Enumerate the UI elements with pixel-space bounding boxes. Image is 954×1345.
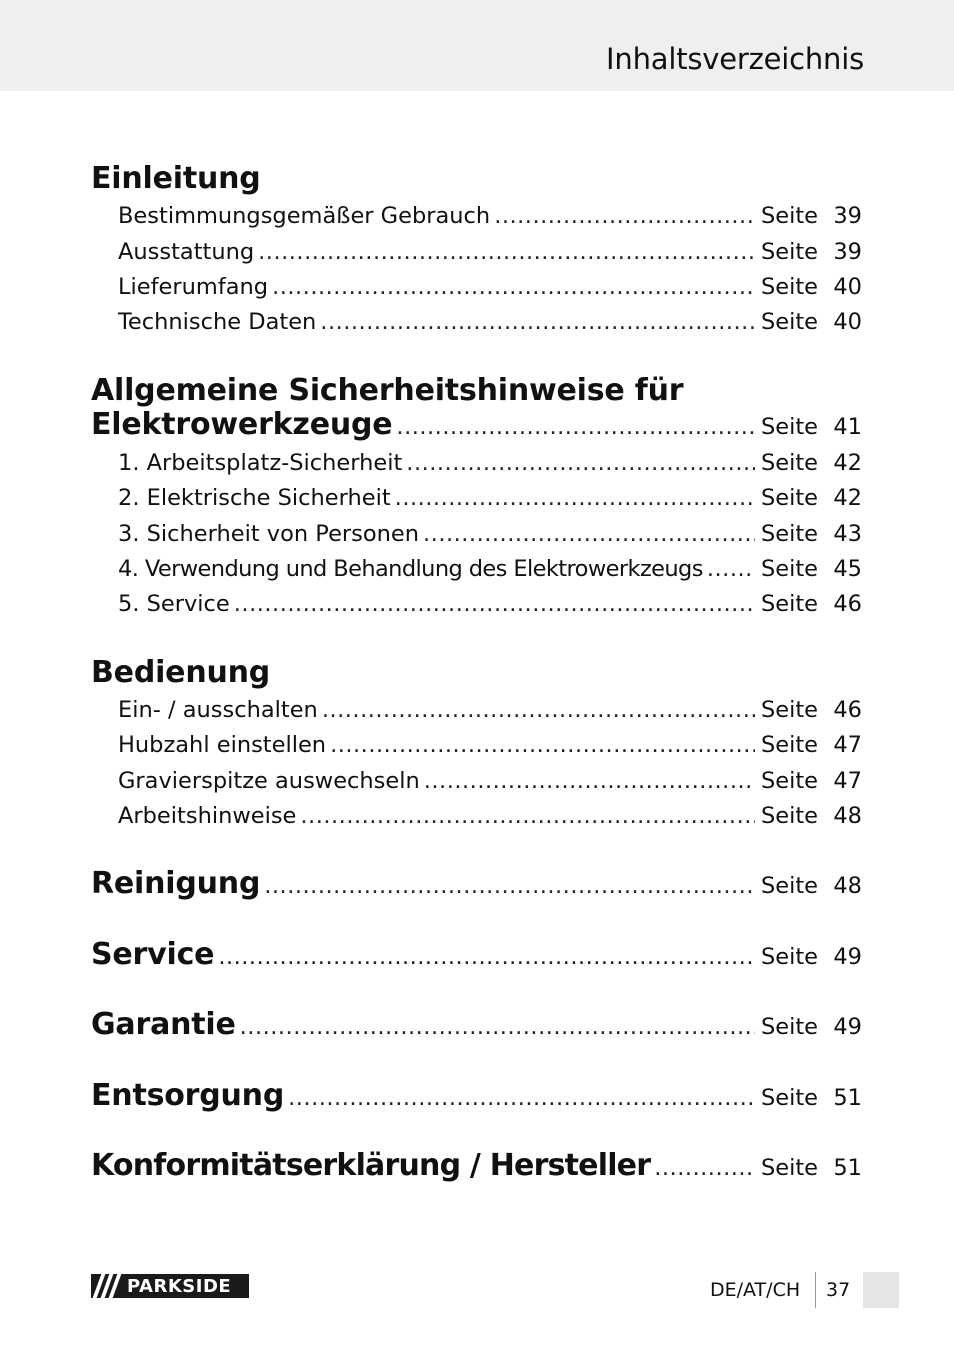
toc-entry[interactable] [118, 732, 862, 758]
toc-entry-seite: Seite [760, 732, 818, 758]
dot-leader [494, 203, 755, 229]
toc-entry-label: Ein- / ausschalten [118, 697, 318, 723]
toc-entry-page: 46 [833, 591, 862, 617]
dot-leader [322, 697, 755, 723]
section-heading-einleitung: Einleitung [91, 161, 261, 196]
toc-entry[interactable] [118, 556, 862, 582]
toc-entry[interactable] [118, 309, 862, 335]
dot-leader [320, 309, 755, 335]
toc-entry-page: 47 [833, 768, 862, 794]
section-heading-entsorgung: Entsorgung [91, 1078, 285, 1113]
toc-section-reinigung[interactable] [91, 866, 862, 901]
dot-leader [654, 1155, 755, 1181]
toc-entry-page: 49 [833, 1014, 862, 1040]
toc-entry-seite: Seite [760, 239, 818, 265]
toc-entry-seite: Seite [760, 591, 818, 617]
toc-entry-label: Gravierspitze auswechseln [118, 768, 420, 794]
toc-entry-page: 48 [833, 873, 862, 899]
parkside-logo [91, 1274, 249, 1298]
dot-leader [240, 1014, 755, 1040]
toc-entry-label: 3. Sicherheit von Personen [118, 521, 420, 547]
dot-leader [330, 732, 755, 758]
section-heading-sicherheit: Allgemeine Sicherheitshinweise für [91, 373, 684, 408]
toc-entry-seite: Seite [760, 803, 818, 829]
toc-entry-seite: Seite [760, 556, 818, 582]
toc-entry-page: 48 [833, 803, 862, 829]
toc-entry[interactable] [118, 239, 862, 265]
dot-leader [288, 1085, 755, 1111]
toc-entry-seite: Seite [760, 1014, 818, 1040]
toc-entry-label: 1. Arbeitsplatz-Sicherheit [118, 450, 403, 476]
toc-entry-page: 43 [833, 521, 862, 547]
footer-divider [815, 1272, 816, 1308]
toc-entry-page: 39 [833, 203, 862, 229]
section-heading-reinigung: Reinigung [91, 866, 261, 901]
toc-section-entry[interactable] [91, 407, 862, 442]
section-heading-garantie: Garantie [91, 1007, 236, 1042]
toc-entry-label: Bestimmungsgemäßer Gebrauch [118, 203, 491, 229]
dot-leader [395, 485, 755, 511]
toc-entry-page: 40 [833, 274, 862, 300]
toc-entry-page: 41 [833, 414, 862, 440]
toc-entry-seite: Seite [760, 1085, 818, 1111]
toc-section-konformitaet[interactable] [91, 1148, 862, 1183]
dot-leader [272, 274, 755, 300]
toc-entry-label: 2. Elektrische Sicherheit [118, 485, 391, 511]
section-heading-bedienung: Bedienung [91, 655, 271, 690]
toc-entry-page: 42 [833, 485, 862, 511]
dot-leader [264, 873, 755, 899]
toc-entry-seite: Seite [760, 309, 818, 335]
toc-entry-seite: Seite [760, 944, 818, 970]
logo-text: PARKSIDE [127, 1275, 232, 1297]
footer-region: DE/AT/CH [710, 1279, 801, 1301]
toc-entry-seite: Seite [760, 873, 818, 899]
toc-entry[interactable] [118, 485, 862, 511]
toc-entry-page: 45 [833, 556, 862, 582]
toc-entry-seite: Seite [760, 697, 818, 723]
dot-leader [234, 591, 755, 617]
toc-section-entsorgung[interactable] [91, 1078, 862, 1113]
toc-entry[interactable] [118, 450, 862, 476]
toc-entry-page: 47 [833, 732, 862, 758]
toc-entry-page: 49 [833, 944, 862, 970]
dot-leader [258, 239, 755, 265]
footer-page-number: 37 [826, 1279, 851, 1301]
dot-leader [406, 450, 755, 476]
toc-section-service[interactable] [91, 937, 862, 972]
section-heading-service: Service [91, 937, 215, 972]
toc-entry-label: Ausstattung [118, 239, 255, 265]
toc-entry-page: 40 [833, 309, 862, 335]
toc-entry-seite: Seite [760, 521, 818, 547]
dot-leader [707, 556, 755, 582]
toc-entry-label: 5. Service [118, 591, 230, 617]
toc-entry-page: 46 [833, 697, 862, 723]
toc-entry-seite: Seite [760, 485, 818, 511]
toc-entry[interactable] [118, 591, 862, 617]
toc-entry-label: Hubzahl einstellen [118, 732, 327, 758]
toc-entry-page: 51 [833, 1085, 862, 1111]
dot-leader [396, 414, 755, 440]
toc-entry-label: 4. Verwendung und Behandlung des Elektrowerkzeugs [118, 556, 703, 582]
toc-entry-seite: Seite [760, 768, 818, 794]
toc-entry-page: 51 [833, 1155, 862, 1181]
toc-entry[interactable] [118, 274, 862, 300]
toc-entry-page: 39 [833, 239, 862, 265]
page-title: Inhaltsverzeichnis [606, 42, 864, 76]
toc-entry-label: Lieferumfang [118, 274, 269, 300]
dot-leader [218, 944, 755, 970]
section-heading-konformitaet: Konformitätserklärung / Hersteller [91, 1148, 651, 1183]
dot-leader [423, 521, 755, 547]
toc-entry[interactable] [118, 203, 862, 229]
toc-entry-seite: Seite [760, 414, 818, 440]
toc-section-garantie[interactable] [91, 1007, 862, 1042]
toc-entry[interactable] [118, 521, 862, 547]
section-heading-sicherheit-line2: Elektrowerkzeuge [91, 407, 393, 442]
toc-entry[interactable] [118, 768, 862, 794]
dot-leader [424, 768, 755, 794]
toc-entry-seite: Seite [760, 274, 818, 300]
toc-entry-label: Arbeitshinweise [118, 803, 297, 829]
toc-entry[interactable] [118, 697, 862, 723]
toc-entry[interactable] [118, 803, 862, 829]
toc-entry-seite: Seite [760, 450, 818, 476]
toc-entry-label: Technische Daten [118, 309, 317, 335]
dot-leader [300, 803, 755, 829]
toc-entry-seite: Seite [760, 1155, 818, 1181]
logo-stripes-icon [91, 1274, 125, 1298]
toc-entry-page: 42 [833, 450, 862, 476]
toc-entry-seite: Seite [760, 203, 818, 229]
footer-tab-marker [863, 1272, 899, 1308]
